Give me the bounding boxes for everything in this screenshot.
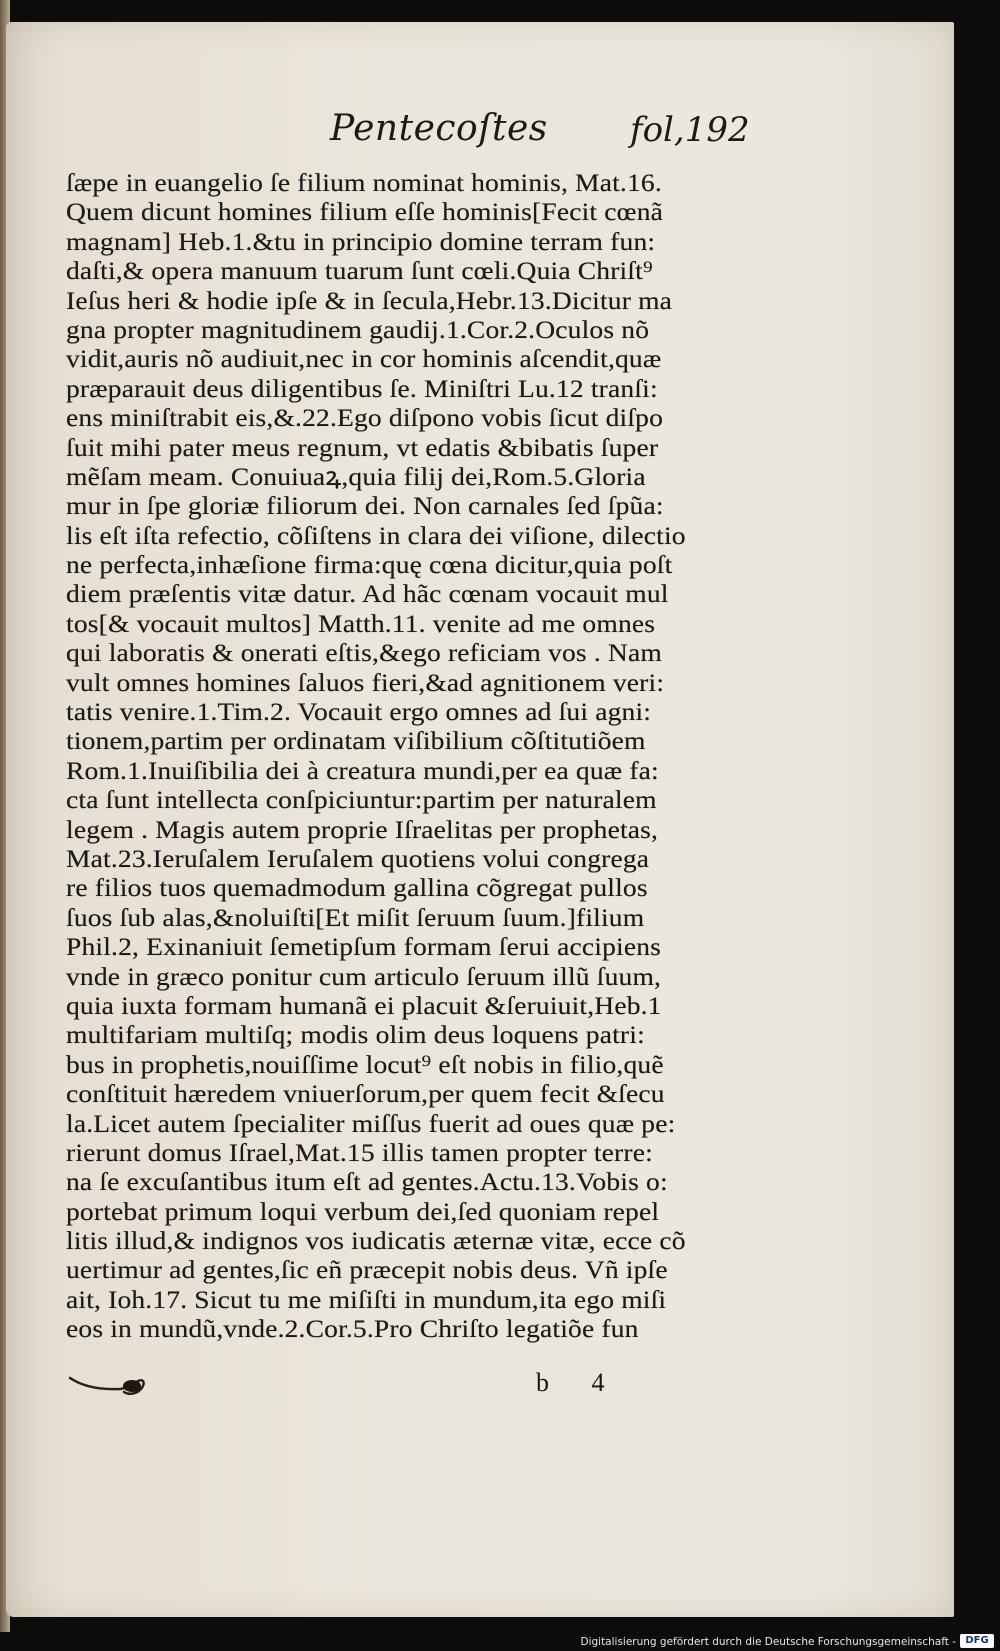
text-line: legem . Magis autem proprie Iſraelitas per prophetas,	[66, 814, 659, 844]
text-line: rierunt domus Iſrael,Mat.15 illis tamen propter terre:	[66, 1137, 653, 1167]
text-line: litis illud,& indignos vos iudicatis æternæ vitæ, ecce cõ	[66, 1226, 686, 1256]
text-line: magnam] Heb.1.&tu in principio domine terram fun:	[66, 226, 656, 256]
running-title: Pentecoſtes	[330, 108, 548, 149]
text-line: quia iuxta formam humanã ei placuit &ſeruiuit,Heb.1	[66, 990, 662, 1020]
text-line: portebat primum loqui verbum dei,ſed quoniam repel	[66, 1196, 660, 1226]
text-line: Quem dicunt homines filium eſſe hominis[Fecit cœnã	[66, 197, 664, 227]
text-line: mẽſam meam. Conuiuaꝝ,quia filij dei,Rom.5.Gloria	[66, 461, 646, 491]
text-line: cta ſunt intellecta conſpiciuntur:partim per naturalem	[66, 785, 657, 815]
text-line: lis eſt iſta refectio, cõſiſtens in clara dei viſione, dilectio	[66, 520, 686, 550]
text-line: tionem,partim per ordinatam viſibilium cõſtitutiõem	[66, 726, 646, 756]
text-line: ne perfecta,inhæſione firma:quę cœna dicitur,quia poſt	[66, 550, 673, 580]
text-line: vidit,auris nõ audiuit,nec in cor hominis aſcendit,quæ	[66, 344, 662, 374]
text-line: bus in prophetis,nouiſſime locut⁹ eſt nobis in filio,quẽ	[66, 1049, 664, 1079]
text-line: uertimur ad gentes,ſic eñ præcepit nobis deus. Vñ ipſe	[66, 1255, 668, 1285]
body-text	[66, 168, 736, 1344]
text-line: vnde in græco ponitur cum articulo ſeruum illũ ſuum,	[66, 961, 662, 991]
running-head	[0, 108, 1000, 158]
text-line: na ſe excuſantibus itum eſt ad gentes.Actu.13.Vobis o:	[66, 1167, 668, 1197]
dfg-logo: DFG	[960, 1634, 994, 1648]
text-line: eos in mundũ,vnde.2.Cor.5.Pro Chriſto legatiõe fun	[66, 1314, 639, 1344]
text-line: conſtituit hæredem vniuerſorum,per quem fecit &ſecu	[66, 1079, 665, 1109]
text-line: diem præſentis vitæ datur. Ad hãc cœnam vocauit mul	[66, 579, 669, 609]
ink-smudge-mark	[68, 1372, 148, 1398]
text-line: ſæpe in euangelio ſe filium nominat hominis, Mat.16.	[66, 168, 662, 197]
text-line: Mat.23.Ieruſalem Ieruſalem quotiens volui congrega	[66, 843, 650, 873]
text-line: qui laboratis & onerati eſtis,&ego reficiam vos . Nam	[66, 638, 662, 668]
folio-number: fol,192	[630, 110, 750, 150]
text-line: vult omnes homines ſaluos fieri,&ad agnitionem veri:	[66, 667, 665, 697]
text-line: tatis venire.1.Tim.2. Vocauit ergo omnes ad ſui agni:	[66, 697, 652, 727]
text-line: Ieſus heri & hodie ipſe & in ſecula,Hebr.13.Dicitur ma	[66, 285, 673, 315]
text-line: ens miniſtrabit eis,&.22.Ego diſpono vobis ſicut diſpo	[66, 403, 664, 433]
text-line: multifariam multiſq; modis olim deus loquens patri:	[66, 1020, 645, 1050]
text-line: gna propter magnitudinem gaudij.1.Cor.2.Oculos nõ	[66, 314, 650, 344]
text-line: Phil.2, Exinaniuit ſemetipſum formam ſerui accipiens	[66, 932, 662, 962]
text-line: præparauit deus diligentibus ſe. Miniſtri Lu.12 tranſi:	[66, 373, 658, 403]
text-line: daſti,& opera manuum tuarum ſunt cœli.Quia Chriſt⁹	[66, 256, 653, 286]
text-line: tos[& vocauit multos] Matth.11. venite ad me omnes	[66, 608, 656, 638]
text-line: mur in ſpe gloriæ filiorum dei. Non carnales ſed ſpũa:	[66, 491, 664, 521]
signature-mark: b 4	[536, 1368, 623, 1397]
text-line: ait, Ioh.17. Sicut tu me miſiſti in mundum,ita ego miſi	[66, 1284, 667, 1314]
text-line: ſuit mihi pater meus regnum, vt edatis &bibatis ſuper	[66, 432, 659, 462]
text-line: ſuos ſub alas,&noluiſti[Et miſit ſeruum ſuum.]filium	[66, 902, 645, 932]
text-line: la.Licet autem ſpecialiter miſſus fuerit ad oues quæ pe:	[66, 1108, 676, 1138]
text-line: re filios tuos quemadmodum gallina cõgregat pullos	[66, 873, 648, 903]
text-line: Rom.1.Inuiſibilia dei à creatura mundi,per ea quæ fa:	[66, 755, 659, 785]
funding-credit: Digitalisierung gefördert durch die Deutsche Forschungsgemeinschaft -	[580, 1636, 956, 1648]
